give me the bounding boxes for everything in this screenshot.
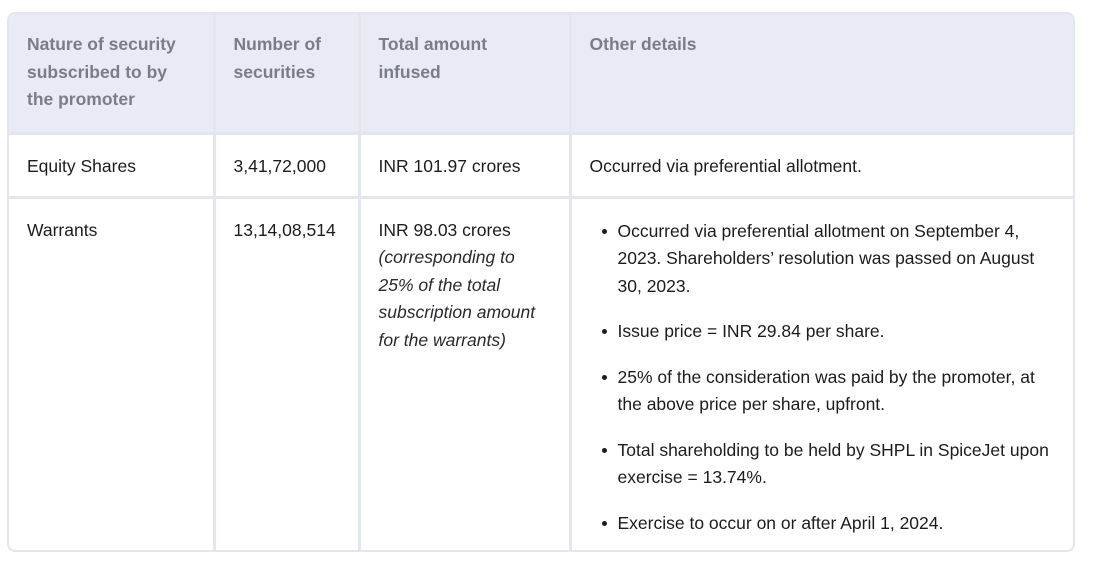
list-item: Exercise to occur on or after April 1, 2024. [618, 510, 1056, 538]
table-row-warrants [9, 197, 1073, 550]
details-list [590, 218, 1056, 538]
cell-number-of-securities: 13,14,08,514 [214, 197, 359, 550]
header-other-details: Other details [570, 14, 1073, 133]
header-total-amount: Total amount infused [359, 14, 570, 133]
amount-value: INR 98.03 crores [378, 219, 511, 240]
header-number-of-securities: Number of securities [214, 14, 359, 133]
cell-security-type: Warrants [9, 197, 214, 550]
header-row [9, 14, 1073, 133]
cell-other-details: Occurred via preferential allotment. [570, 133, 1073, 197]
list-item: Issue price = INR 29.84 per share. [618, 318, 1056, 346]
cell-other-details [570, 197, 1073, 550]
list-item: 25% of the consideration was paid by the promoter, at the above price per share, upfront. [618, 364, 1056, 419]
table-row-equity-shares [9, 133, 1073, 197]
cell-number-of-securities: 3,41,72,000 [214, 133, 359, 197]
cell-total-amount [359, 197, 570, 550]
list-item: Total shareholding to be held by SHPL in SpiceJet upon exercise = 13.74%. [618, 437, 1056, 492]
amount-note: (corresponding to 25% of the total subscription amount for the warrants) [378, 247, 536, 350]
table-body [9, 133, 1073, 550]
table-header [9, 14, 1073, 133]
promoter-securities-table-container [7, 12, 1075, 552]
cell-security-type: Equity Shares [9, 133, 214, 197]
cell-total-amount: INR 101.97 crores [359, 133, 570, 197]
list-item: Occurred via preferential allotment on September 4, 2023. Shareholders’ resolution was passed on August 30, 2023. [618, 218, 1056, 301]
header-nature-of-security: Nature of security subscribed to by the promoter [9, 14, 214, 133]
promoter-securities-table [9, 14, 1073, 550]
